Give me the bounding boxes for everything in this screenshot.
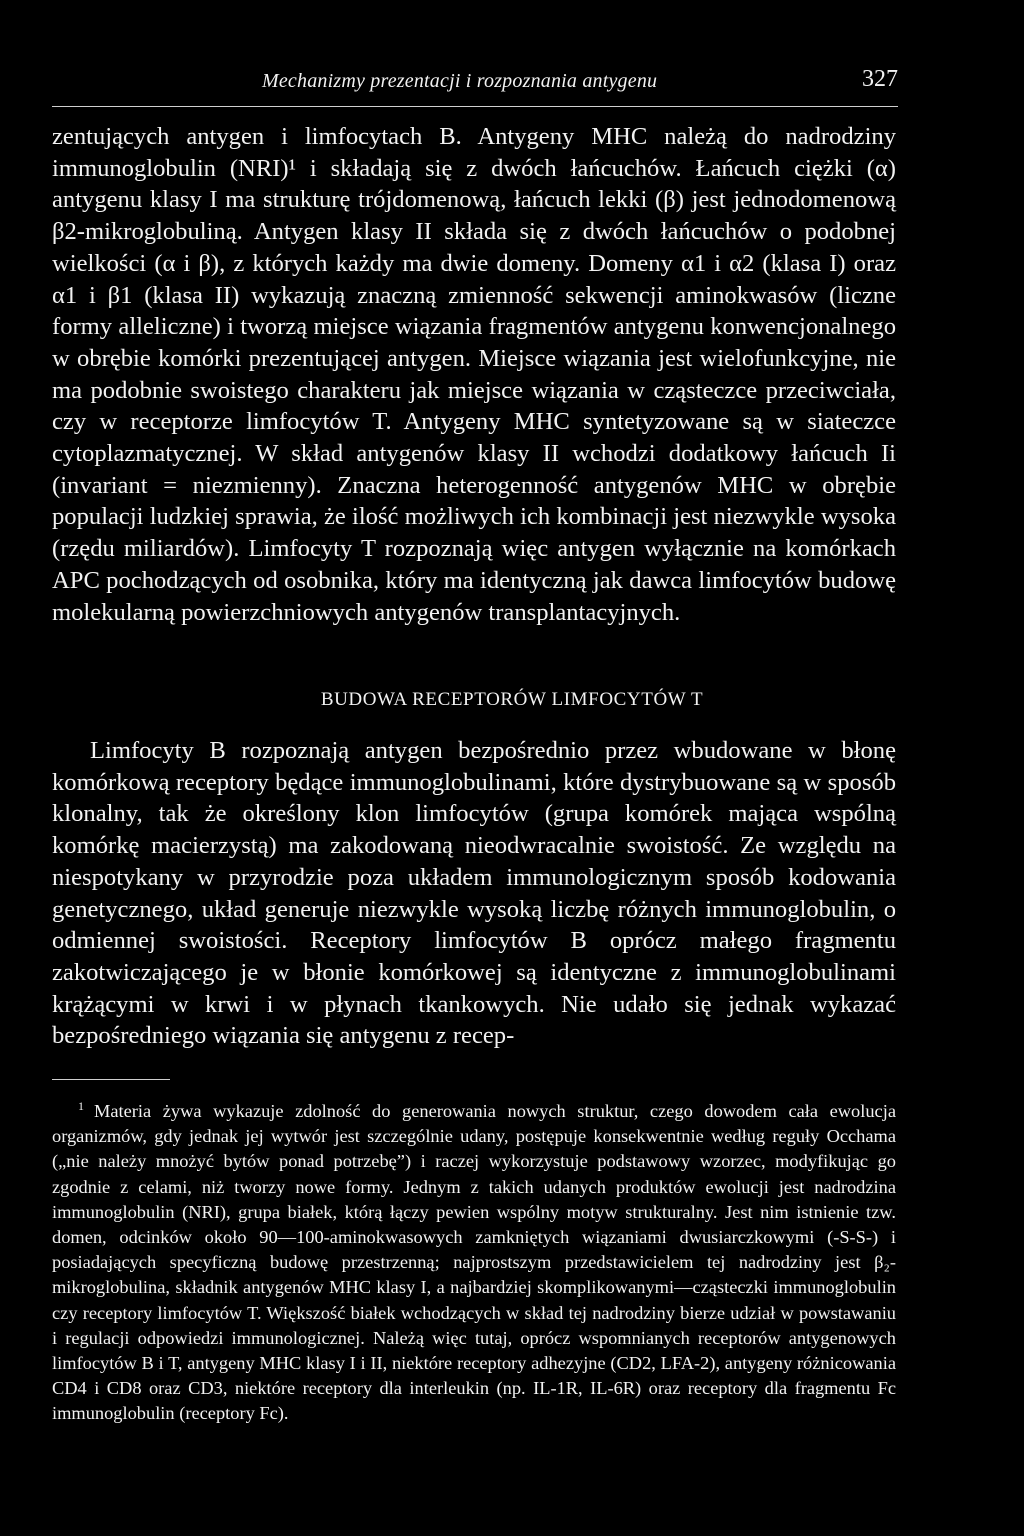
body-paragraph-1 — [52, 121, 896, 628]
footnote-divider — [52, 1079, 170, 1080]
page-header — [52, 66, 898, 107]
paragraph-text: zentujących antygen i limfocytach B. Antygeny MHC należą do nadrodziny immunoglobulin (NRI)¹ i składają się z dwóch łańcuchów. Łańcuch ciężki (α) antygenu klasy I ma strukturę trójdomenową, łańcuch lekki (β) jest jednodomenową β2-mikroglobuliną. Antygen klasy II składa się z dwóch łańcuchów o podobnej wielkości (α i β), z których każdy ma dwie domeny. Domeny α1 i α2 (klasa I) oraz α1 i β1 (klasa II) wykazują znaczną zmienność sekwencji aminokwasów (liczne formy alleliczne) i tworzą miejsce wiązania fragmentów antygenu konwencjonalnego w obrębie komórki prezentującej antygen. Miejsce wiązania jest wielofunkcyjne, nie ma podobnie swoistego charakteru jak miejsce wiązania w cząsteczce przeciwciała, czy w receptorze limfocytów T. Antygeny MHC syntetyzowane są w siateczce cytoplazmatycznej. W skład antygenów klasy II wchodzi dodatkowy łańcuch Ii (invariant = niezmienny). Znaczna heterogenność antygenów MHC w obrębie populacji ludzkiej sprawia, że ilość możliwych ich kombinacji jest niezwykle wysoka (rzędu miliardów). Limfocyty T rozpoznają więc antygen wyłącznie na komórkach APC pochodzących od osobnika, który ma identyczną jak dawca limfocytów budowę molekularną powierzchniowych antygenów transplantacyjnych. — [52, 123, 896, 626]
paragraph-text: Limfocyty B rozpoznają antygen bezpośrednio przez wbudowane w błonę komórkową receptory będące immunoglobulinami, które dystrybuowane są w sposób klonalny, tak że określony klon limfocytów (grupa komórek mająca wspólną komórkę macierzystą) ma zakodowaną nieodwracalnie swoistość. Ze względu na niespotykany w przyrodzie poza układem immunologicznym sposób kodowania genetycznego, układ generuje niezwykle wysoką liczbę różnych immunoglobulin, o odmiennej swoistości. Receptory limfocytów B oprócz małego fragmentu zakotwiczającego je w błonie komórkowej są identyczne z immunoglobulinami krążącymi w krwi i w płynach tkankowych. Nie udało się jednak wykazać bezpośredniego wiązania się antygenu z recep- — [52, 737, 896, 1050]
footnote-paragraph — [52, 1099, 896, 1427]
footnote-marker: 1 — [78, 1098, 84, 1113]
running-title: Mechanizmy prezentacji i rozpoznania antygenu — [262, 70, 658, 92]
section-heading: BUDOWA RECEPTORÓW LIMFOCYTÓW T — [320, 689, 704, 710]
footnote — [52, 1099, 896, 1427]
body-paragraph-2 — [52, 735, 896, 1052]
page-number: 327 — [862, 66, 898, 92]
footnote-text: Materia żywa wykazuje zdolność do generowania nowych struktur, czego dowodem cała ewolucja organizmów, gdy jednak jej wytwór jest szczególnie udany, postępuje konsekwentnie według reguły Occhama („nie należy mnożyć bytów ponad potrzebę”) i raczej wykorzystuje podstawowy wzorzec, modyfikując go zgodnie z celami, niż tworzy nowe formy. Jednym z takich udanych produktów ewolucji jest nadrodzina immunoglobulin (NRI), grupa białek, którą łączy pewien wspólny motyw strukturalny. Jest nim istnienie tzw. domen, odcinków około 90—100-aminokwasowych zamkniętych wiązaniami dwusiarczkowymi (-S-S-) i posiadających specyficzną budowę przestrzenną; najprostszym przedstawicielem tej nadrodziny jest β₂-mikroglobulina, składnik antygenów MHC klasy I, a najbardziej skomplikowanymi—cząsteczki immunoglobulin czy receptory limfocytów T. Większość białek wchodzących w skład tej nadrodziny bierze udział w powstawaniu i regulacji odpowiedzi immunologicznej. Należą więc tutaj, oprócz wspomnianych receptorów antygenowych limfocytów B i T, antygeny MHC klasy I i II, niektóre receptory adhezyjne (CD2, LFA-2), antygeny różnicowania CD4 i CD8 oraz CD3, niektóre receptory dla interleukin (np. IL-1R, IL-6R) oraz receptory dla fragmentu Fc immunoglobulin (receptory Fc). — [52, 1101, 896, 1424]
